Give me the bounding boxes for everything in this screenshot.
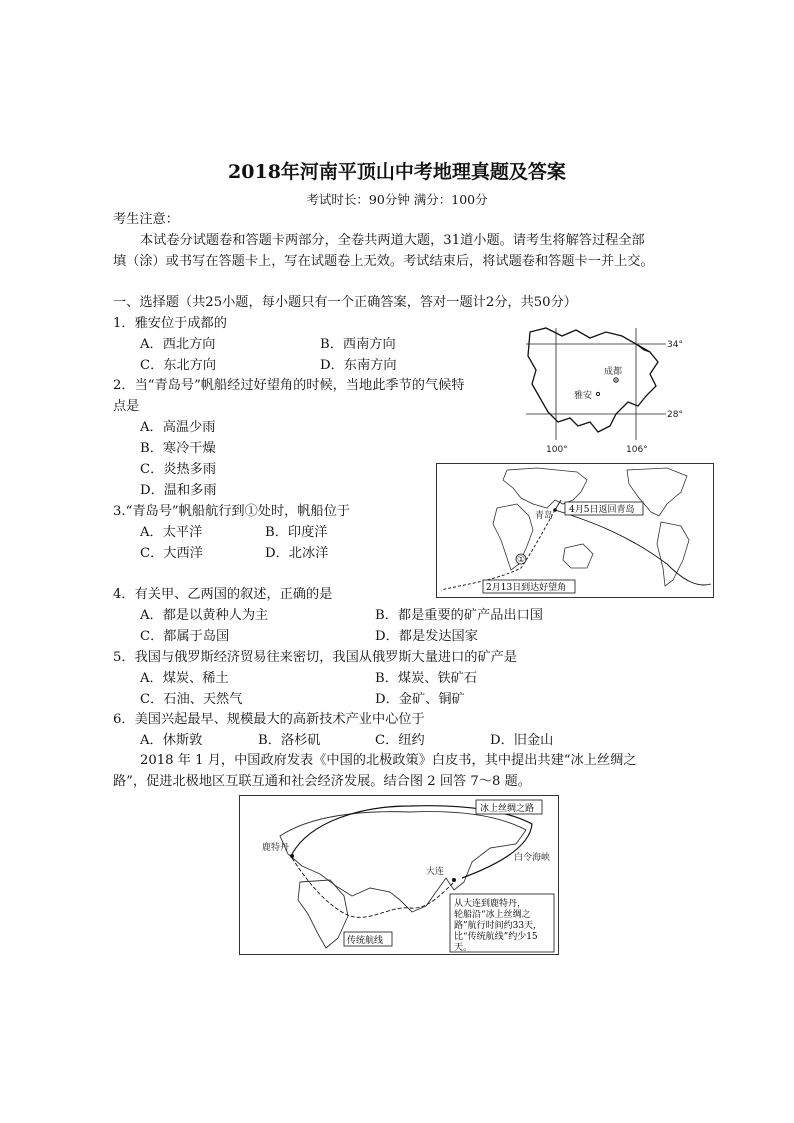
question-2-stem-line2: 点是	[113, 399, 140, 414]
q2-option-a: A．高温少雨	[140, 420, 216, 435]
question-5-stem: 5．我国与俄罗斯经济贸易往来密切，我国从俄罗斯大量进口的矿产是	[113, 650, 518, 665]
q3-option-d: D．北冰洋	[265, 546, 329, 561]
q6-option-c: C．纽约	[375, 733, 425, 748]
notice-line-1: 本试卷分试题卷和答题卡两部分，全卷共两道大题，31道小题。请考生将解答过程全部	[140, 233, 645, 248]
q5-option-c: C．石油、天然气	[140, 692, 243, 707]
map-note-line4: 比“传统航线”约少15	[454, 932, 538, 942]
arrive-date-label: 2月13日到达好望角	[486, 583, 567, 593]
q6-option-b: B．洛杉矶	[258, 733, 321, 748]
chengdu-label: 成都	[604, 367, 623, 377]
lon-100-label: 100°	[546, 445, 568, 454]
point-1-marker: ①	[517, 555, 526, 565]
yaan-label: 雅安	[574, 391, 593, 401]
question-6-stem: 6．美国兴起最早、规模最大的高新技术产业中心位于	[113, 712, 425, 727]
intro-7-8-line2: 路”，促进北极地区互联互通和社会经济发展。结合图 2 回答 7～8 题。	[113, 774, 531, 789]
lon-106-label: 106°	[626, 445, 648, 454]
q3-option-b: B．印度洋	[265, 525, 328, 540]
map-note-line1: 从大连到鹿特丹，	[454, 899, 527, 909]
question-4-stem: 4．有关甲、乙两国的叙述，正确的是	[113, 587, 333, 602]
ice-silk-road-label: 冰上丝绸之路	[480, 804, 535, 814]
q3-option-c: C．大西洋	[140, 546, 203, 561]
world-route-map	[436, 463, 714, 598]
q2-option-c: C．炎热多雨	[140, 462, 217, 477]
q3-option-a: A．太平洋	[140, 525, 203, 540]
lat-34-label: 34°	[667, 340, 683, 350]
page-title: 2018年河南平顶山中考地理真题及答案	[228, 161, 566, 183]
dalian-label: 大连	[426, 867, 445, 877]
sichuan-map	[518, 322, 683, 454]
q4-option-c: C．都属于岛国	[140, 629, 230, 644]
q1-option-c: C．东北方向	[140, 358, 217, 373]
q6-option-d: D．旧金山	[490, 733, 554, 748]
question-2-stem-line1: 2．当“青岛号”帆船经过好望角的时候，当地此季节的气候特	[113, 378, 465, 393]
question-3-stem: 3.“青岛号”帆船航行到①处时，帆船位于	[113, 504, 351, 519]
q2-option-d: D．温和多雨	[140, 483, 217, 498]
notice-line-2: 填（涂）或书写在答题卡上，写在试题卷上无效。考试结束后，将试题卷和答题卡一并上交。	[113, 254, 654, 269]
question-1-stem: 1．雅安位于成都的	[113, 316, 227, 331]
q1-option-b: B．西南方向	[320, 337, 396, 352]
lat-28-label: 28°	[667, 410, 683, 420]
q1-option-a: A．西北方向	[140, 337, 216, 352]
exam-info: 考试时长：90分钟 满分：100分	[306, 192, 488, 207]
q5-option-b: B．煤炭、铁矿石	[375, 671, 478, 686]
q5-option-d: D．金矿、铜矿	[375, 692, 465, 707]
map-note-line2: 轮船沿“冰上丝绸之	[454, 910, 531, 920]
rotterdam-label: 鹿特丹	[262, 843, 290, 853]
bering-strait-label: 白令海峡	[514, 853, 551, 863]
q5-option-a: A．煤炭、稀土	[140, 671, 229, 686]
q6-option-a: A．休斯敦	[140, 733, 203, 748]
q4-option-b: B．都是重要的矿产品出口国	[375, 608, 543, 623]
q1-option-d: D．东南方向	[320, 358, 397, 373]
traditional-route-label: 传统航线	[347, 936, 384, 946]
q2-option-b: B．寒冷干燥	[140, 441, 216, 456]
notice-heading: 考生注意：	[113, 212, 179, 227]
q4-option-a: A．都是以黄种人为主	[140, 608, 269, 623]
return-date-label: 4月5日返回青岛	[569, 505, 635, 515]
map-note-line3: 路”航行时间约33天，	[454, 921, 543, 931]
section-heading: 一、选择题（共25小题，每小题只有一个正确答案，答对一题计2分，共50分）	[113, 295, 577, 310]
qingdao-label: 青岛	[535, 511, 554, 521]
ice-silk-road-map	[239, 795, 559, 955]
q4-option-d: D．都是发达国家	[375, 629, 478, 644]
map-note-line5: 天。	[454, 943, 473, 953]
intro-7-8-line1: 2018 年 1 月，中国政府发表《中国的北极政策》白皮书，其中提出共建“冰上丝绸之	[140, 753, 637, 768]
